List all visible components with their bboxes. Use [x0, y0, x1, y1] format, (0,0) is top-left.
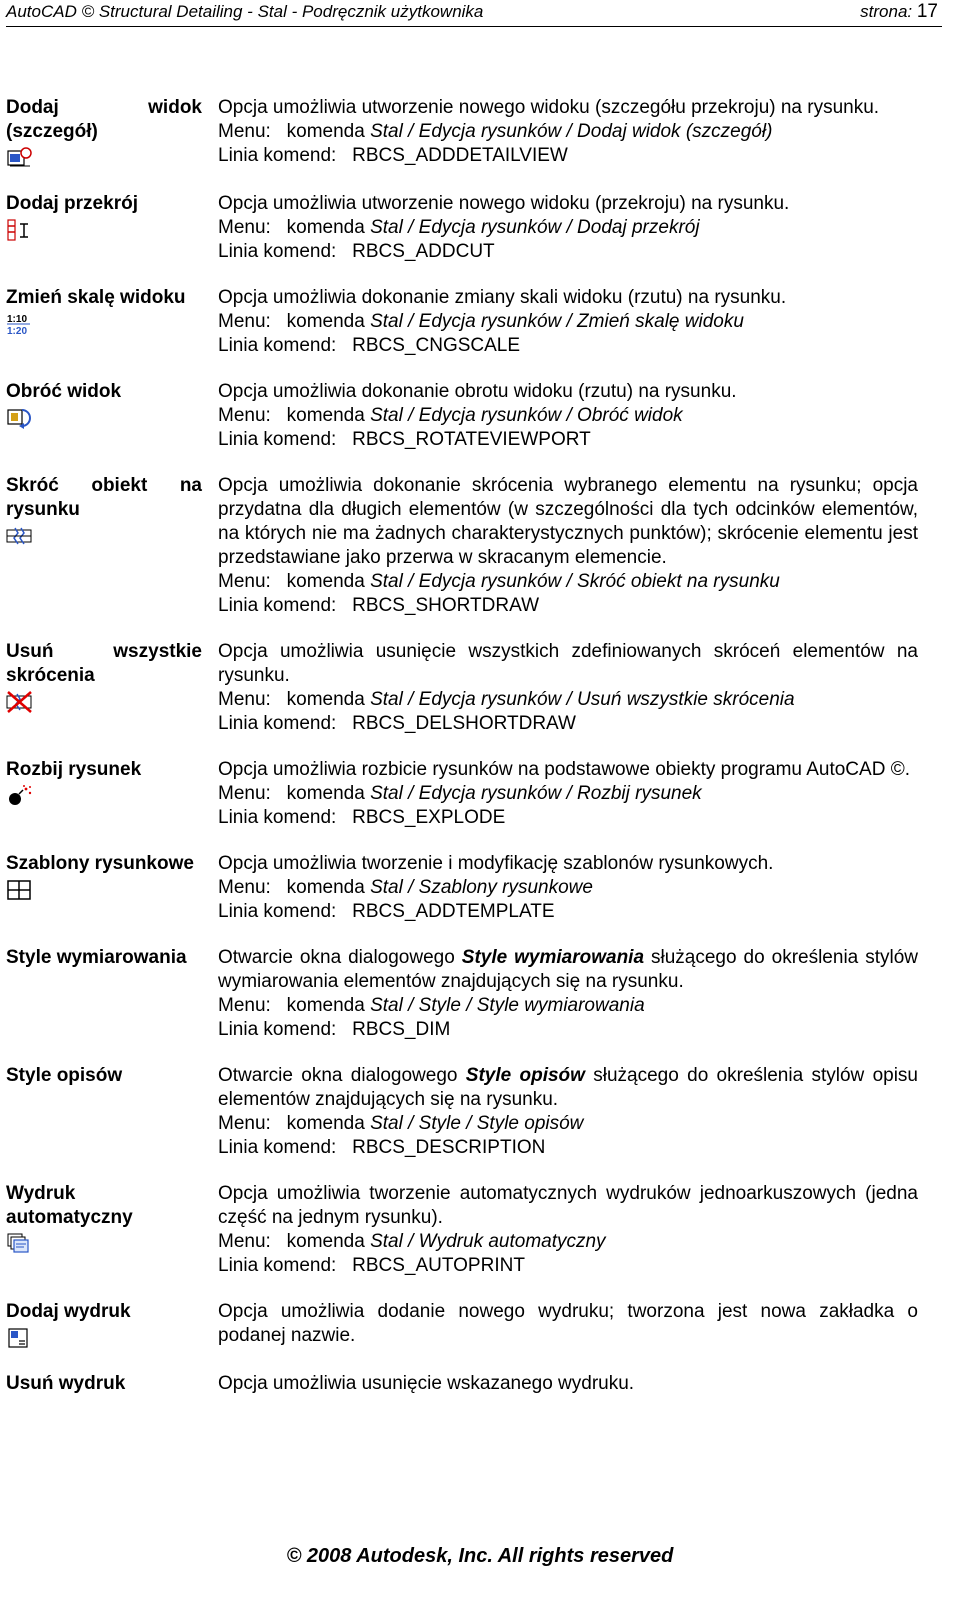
- description-text: [218, 1064, 918, 1112]
- option-description: [218, 380, 918, 452]
- menu-prefix: Menu: komenda: [218, 689, 371, 710]
- description-text: Opcja umożliwia tworzenie automatycznych wydruków jednoarkuszowych (jedna część na jednym rysunku).: [218, 1183, 918, 1228]
- dialog-name: Style opisów: [465, 1065, 585, 1086]
- option-description: [218, 640, 918, 736]
- option-term: [6, 96, 202, 170]
- menu-line: [218, 404, 918, 428]
- command-prefix: Linia komend:: [218, 145, 353, 166]
- option-description: [218, 852, 918, 924]
- option-entry: [6, 758, 936, 830]
- option-label: Style wymiarowania: [6, 947, 187, 968]
- description-prefix: Otwarcie okna dialogowego: [218, 947, 462, 968]
- section-icon: [6, 218, 34, 242]
- option-entry: [6, 380, 936, 452]
- command-line: [218, 594, 918, 618]
- menu-line: [218, 570, 918, 594]
- command-line: [218, 240, 918, 264]
- command-prefix: Linia komend:: [218, 335, 353, 356]
- command-line: [218, 1018, 918, 1042]
- command-prefix: Linia komend:: [218, 1019, 353, 1040]
- menu-prefix: Menu: komenda: [218, 1231, 371, 1252]
- description-text: Opcja umożliwia usunięcie wskazanego wydruku.: [218, 1373, 635, 1394]
- menu-line: [218, 1112, 918, 1136]
- menu-prefix: Menu: komenda: [218, 995, 371, 1016]
- dialog-name: Style wymiarowania: [461, 947, 645, 968]
- description-suffix: służącego do określenia stylów opisu elementów znajdujących się na rysunku.: [218, 1065, 918, 1110]
- option-entry: [6, 192, 936, 264]
- option-entry: [6, 1372, 936, 1396]
- template-icon: [6, 878, 34, 902]
- description-text: Opcja umożliwia utworzenie nowego widoku (przekroju) na rysunku.: [218, 193, 790, 214]
- menu-line: [218, 216, 918, 240]
- option-term: [6, 946, 202, 970]
- command-prefix: Linia komend:: [218, 1137, 353, 1158]
- command-prefix: Linia komend:: [218, 807, 353, 828]
- svg-text:1:10: 1:10: [7, 314, 28, 325]
- page-footer: © 2008 Autodesk, Inc. All rights reserved: [286, 1545, 674, 1567]
- command-line: [218, 144, 918, 168]
- option-description: [218, 1372, 918, 1396]
- menu-prefix: Menu: komenda: [218, 877, 371, 898]
- menu-line: [218, 310, 918, 334]
- menu-path: Stal / Style / Style wymiarowania: [370, 995, 645, 1016]
- menu-path: Stal / Szablony rysunkowe: [370, 877, 593, 898]
- option-label: Dodaj widok (szczegół): [6, 97, 202, 142]
- options-list: [6, 96, 936, 1396]
- command-line: [218, 1136, 918, 1160]
- option-term: [6, 1064, 202, 1088]
- add-printout-icon: [6, 1326, 34, 1350]
- option-term: [6, 380, 202, 430]
- command-name: RBCS_DESCRIPTION: [352, 1137, 546, 1158]
- command-line: [218, 428, 918, 452]
- menu-line: [218, 1230, 918, 1254]
- page-header: [6, 0, 942, 27]
- description-text: Opcja umożliwia dokonanie obrotu widoku (rzutu) na rysunku.: [218, 381, 737, 402]
- option-description: [218, 1182, 918, 1278]
- option-label: Usuń wydruk: [6, 1373, 126, 1394]
- menu-path: Stal / Edycja rysunków / Rozbij rysunek: [370, 783, 702, 804]
- option-entry: [6, 474, 936, 618]
- option-description: [218, 758, 918, 830]
- page-indicator: [860, 0, 938, 24]
- option-label: Skróć obiekt na rysunku: [6, 475, 202, 520]
- description-text: Opcja umożliwia dokonanie skrócenia wybranego elementu na rysunku; opcja przydatna dla długich elementów (w szczególności dla tych odcinków elementów, na których nie ma żadnych charakterystycznych punktów); skrócenie elementu jest przedstawiane jako przerwa w skracanym elemencie.: [218, 475, 918, 568]
- command-line: [218, 334, 918, 358]
- menu-path: Stal / Edycja rysunków / Dodaj widok (szczegół): [370, 121, 773, 142]
- option-description: [218, 946, 918, 1042]
- description-text: Opcja umożliwia rozbicie rysunków na podstawowe obiekty programu AutoCAD ©.: [218, 759, 910, 780]
- menu-prefix: Menu: komenda: [218, 311, 371, 332]
- menu-path: Stal / Wydruk automatyczny: [370, 1231, 606, 1252]
- option-entry: [6, 640, 936, 736]
- command-prefix: Linia komend:: [218, 595, 353, 616]
- command-name: RBCS_DIM: [352, 1019, 451, 1040]
- description-text: Opcja umożliwia usunięcie wszystkich zdefiniowanych skróceń elementów na rysunku.: [218, 641, 918, 686]
- scale-icon: [6, 312, 34, 336]
- option-description: [218, 474, 918, 618]
- svg-text:1:20: 1:20: [7, 326, 28, 336]
- option-term: [6, 192, 202, 242]
- command-line: [218, 712, 918, 736]
- menu-line: [218, 120, 918, 144]
- description-prefix: Otwarcie okna dialogowego: [218, 1065, 466, 1086]
- command-name: RBCS_ROTATEVIEWPORT: [352, 429, 591, 450]
- description-text: Opcja umożliwia tworzenie i modyfikację szablonów rysunkowych.: [218, 853, 774, 874]
- command-line: [218, 806, 918, 830]
- command-name: RBCS_ADDDETAILVIEW: [352, 145, 568, 166]
- command-prefix: Linia komend:: [218, 429, 353, 450]
- menu-prefix: Menu: komenda: [218, 1113, 371, 1134]
- menu-line: [218, 688, 918, 712]
- command-name: RBCS_AUTOPRINT: [352, 1255, 525, 1276]
- menu-line: [218, 782, 918, 806]
- option-term: [6, 758, 202, 808]
- command-line: [218, 1254, 918, 1278]
- option-label: Dodaj wydruk: [6, 1301, 131, 1322]
- menu-line: [218, 994, 918, 1018]
- option-description: [218, 192, 918, 264]
- option-term: [6, 852, 202, 902]
- option-term: [6, 640, 202, 714]
- option-entry: [6, 852, 936, 924]
- description-text: Opcja umożliwia dodanie nowego wydruku; tworzona jest nowa zakładka o podanej nazwie.: [218, 1301, 918, 1346]
- option-term: [6, 286, 202, 336]
- description-text: [218, 946, 918, 994]
- command-name: RBCS_EXPLODE: [352, 807, 506, 828]
- shorten-object-icon: [6, 524, 34, 548]
- menu-line: [218, 876, 918, 900]
- menu-path: Stal / Style / Style opisów: [370, 1113, 584, 1134]
- description-text: Opcja umożliwia dokonanie zmiany skali widoku (rzutu) na rysunku.: [218, 287, 787, 308]
- option-label: Szablony rysunkowe: [6, 853, 194, 874]
- option-entry: [6, 96, 936, 170]
- menu-prefix: Menu: komenda: [218, 121, 371, 142]
- option-description: [218, 1300, 918, 1348]
- description-suffix: służącego do określenia stylów wymiarowania elementów znajdujących się na rysunku.: [218, 947, 918, 992]
- command-name: RBCS_ADDCUT: [352, 241, 495, 262]
- command-prefix: Linia komend:: [218, 1255, 353, 1276]
- rotate-view-icon: [6, 406, 34, 430]
- command-line: [218, 900, 918, 924]
- command-name: RBCS_DELSHORTDRAW: [352, 713, 576, 734]
- menu-path: Stal / Edycja rysunków / Dodaj przekrój: [370, 217, 700, 238]
- explode-icon: [6, 784, 34, 808]
- menu-prefix: Menu: komenda: [218, 405, 371, 426]
- menu-path: Stal / Edycja rysunków / Usuń wszystkie skrócenia: [370, 689, 795, 710]
- option-description: [218, 1064, 918, 1160]
- option-label: Usuń wszystkie skrócenia: [6, 641, 202, 686]
- autoprint-icon: [6, 1232, 34, 1256]
- option-entry: [6, 1300, 936, 1350]
- option-term: [6, 1372, 202, 1396]
- command-name: RBCS_CNGSCALE: [352, 335, 521, 356]
- command-name: RBCS_ADDTEMPLATE: [352, 901, 555, 922]
- description-text: Opcja umożliwia utworzenie nowego widoku (szczegółu przekroju) na rysunku.: [218, 97, 880, 118]
- menu-path: Stal / Edycja rysunków / Skróć obiekt na rysunku: [370, 571, 780, 592]
- menu-prefix: Menu: komenda: [218, 217, 371, 238]
- page-label: strona:: [860, 2, 917, 21]
- option-label: Zmień skalę widoku: [6, 287, 186, 308]
- option-term: [6, 474, 202, 548]
- menu-prefix: Menu: komenda: [218, 571, 371, 592]
- option-term: [6, 1300, 202, 1350]
- option-label: Obróć widok: [6, 381, 122, 402]
- menu-path: Stal / Edycja rysunków / Zmień skalę widoku: [370, 311, 744, 332]
- command-name: RBCS_SHORTDRAW: [352, 595, 539, 616]
- detail-view-icon: [6, 146, 34, 170]
- option-label: Rozbij rysunek: [6, 759, 142, 780]
- option-term: [6, 1182, 202, 1256]
- delete-shortenings-icon: [6, 690, 34, 714]
- command-prefix: Linia komend:: [218, 901, 353, 922]
- option-label: Style opisów: [6, 1065, 123, 1086]
- page-number: 17: [916, 1, 938, 22]
- option-description: [218, 286, 918, 358]
- command-prefix: Linia komend:: [218, 241, 353, 262]
- command-prefix: Linia komend:: [218, 713, 353, 734]
- menu-path: Stal / Edycja rysunków / Obróć widok: [370, 405, 683, 426]
- option-label: Wydruk automatyczny: [6, 1183, 133, 1228]
- option-entry: [6, 286, 936, 358]
- option-label: Dodaj przekrój: [6, 193, 138, 214]
- document-title: AutoCAD © Structural Detailing - Stal - Podręcznik użytkownika: [6, 2, 484, 21]
- option-entry: [6, 1182, 936, 1278]
- option-entry: [6, 1064, 936, 1160]
- menu-prefix: Menu: komenda: [218, 783, 371, 804]
- option-description: [218, 96, 918, 168]
- option-entry: [6, 946, 936, 1042]
